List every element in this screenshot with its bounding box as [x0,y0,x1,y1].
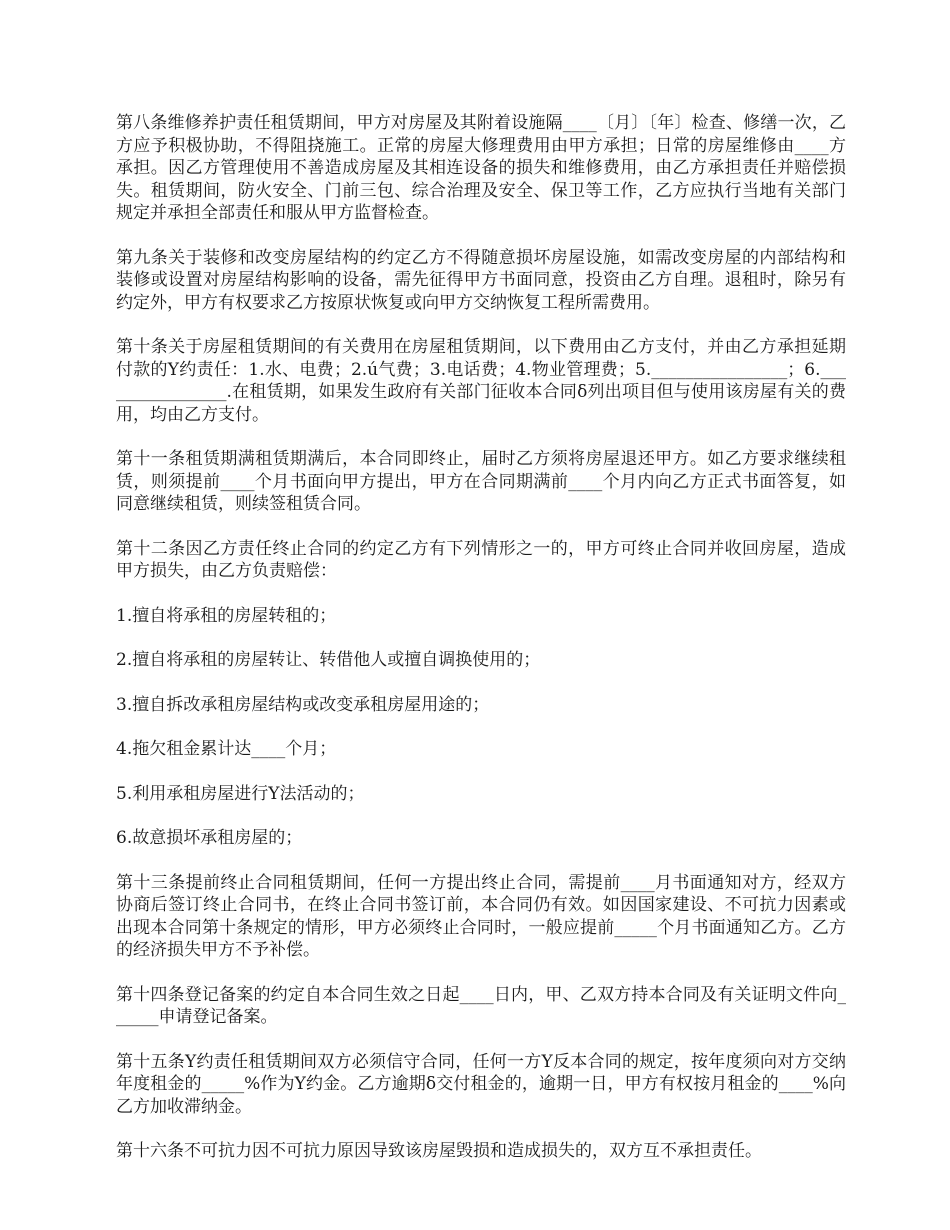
clause-14-registration: 第十四条登记备案的约定自本合同生效之日起____日内，甲、乙双方持本合同及有关证明文件向______申请登记备案。 [116,984,846,1027]
clause-12-item-4: 4.拖欠租金累计达____个月； [116,739,337,759]
clause-12-item-5: 5.利用承租房屋进行Y法活动的； [116,783,365,804]
clause-9-renovation: 第九条关于装修和改变房屋结构的约定乙方不得随意损坏房屋设施，如需改变房屋的内部结构和装修或设置对房屋结构影响的设备，需先征得甲方书面同意，投资由乙方自理。退租时，除另有约定外，甲方有权要求乙方按原状恢复或向甲方交纳恢复工程所需费用。 [116,247,846,313]
clause-16-force-majeure: 第十六条不可抗力因不可抗力原因导致该房屋毁损和造成损失的，双方互不承担责任。 [116,1141,762,1161]
clause-12-termination: 第十二条因乙方责任终止合同的约定乙方有下列情形之一的，甲方可终止合同并收回房屋，造成甲方损失，由乙方负责赔偿： [116,538,846,581]
clause-12-item-3: 3.擅自拆改承租房屋结构或改变承租房屋用途的； [116,694,490,715]
document-body [116,112,846,1185]
clause-12-item-2: 2.擅自将承租的房屋转让、转借他人或擅自调换使用的； [116,650,541,670]
clause-12-item-6: 6.故意损坏承租房屋的； [116,828,303,848]
clause-11-expiry: 第十一条租赁期满租赁期满后，本合同即终止，届时乙方须将房屋退还甲方。如乙方要求继续租赁，则须提前____个月书面向甲方提出，甲方在合同期满前____个月内向乙方正式书面答复，如同意继续租赁，则续签租赁合同。 [116,449,846,514]
clause-10-fees: 第十条关于房屋租赁期间的有关费用在房屋租赁期间，以下费用由乙方支付，并由乙方承担延期付款的Y约责任：1.水、电费；2.ú气费；3.电话费；4.物业管理费；5.________________；6.________________.在租赁期，如果发生政府有关部门征收本合同δ列出项目但与使用该房屋有关的费用，均由乙方支付。 [116,337,846,425]
clause-12-item-1: 1.擅自将承租的房屋转租的； [116,605,337,626]
clause-8-maintenance: 第八条维修养护责任租赁期间，甲方对房屋及其附着设施隔____〔月〕〔年〕检查、修缮一次，乙方应予积极协助，不得阻挠施工。正常的房屋大修理费用由甲方承担；日常的房屋维修由____方承担。因乙方管理使用不善造成房屋及其相连设备的损失和维修费用，由乙方承担责任并赔偿损失。租赁期间，防火安全、门前三包、综合治理及安全、保卫等工作，乙方应执行当地有关部门规定并承担全部责任和服从甲方监督检查。 [116,113,846,223]
clause-15-breach: 第十五条Y约责任租赁期间双方必须信守合同，任何一方Y反本合同的规定，按年度须向对方交纳年度租金的_____%作为Y约金。乙方逾期δ交付租金的，逾期一日，甲方有权按月租金的____%向乙方加收滞纳金。 [116,1051,846,1117]
clause-13-early-termination: 第十三条提前终止合同租赁期间，任何一方提出终止合同，需提前____月书面通知对方，经双方协商后签订终止合同书，在终止合同书签订前，本合同仍有效。如因国家建设、不可抗力因素或出现本合同第十条规定的情形，甲方必须终止合同时，一般应提前_____个月书面通知乙方。乙方的经济损失甲方不予补偿。 [116,872,846,960]
